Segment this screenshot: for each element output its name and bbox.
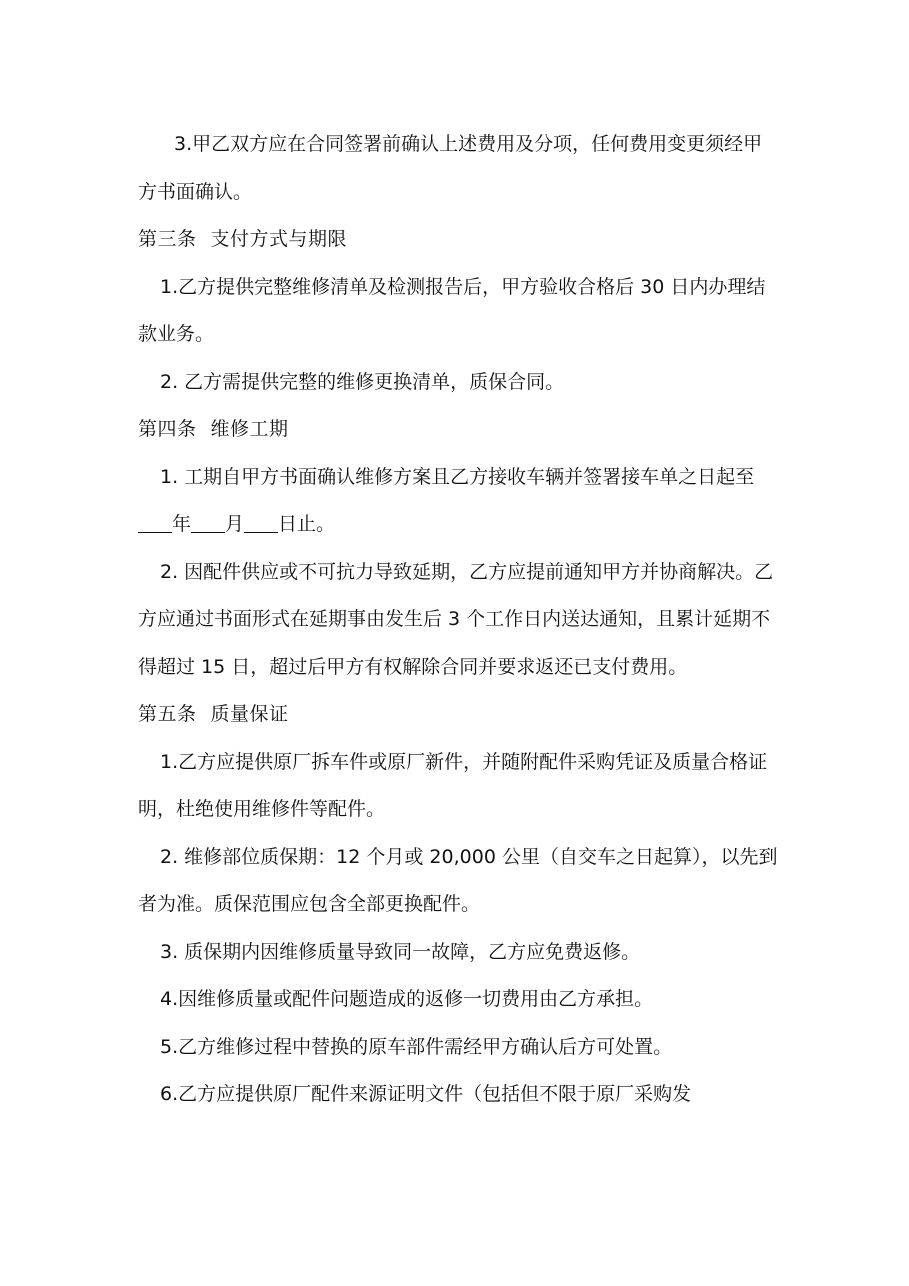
- clause-item: 2. 乙方需提供完整的维修更换清单，质保合同。: [160, 370, 565, 393]
- clause-item: 4.因维修质量或配件问题造成的返修一切费用由乙方承担。: [160, 988, 654, 1010]
- blank-day-field: [244, 513, 278, 533]
- document-body: [138, 121, 778, 1119]
- month-label: 月: [225, 513, 245, 535]
- clause-item: 6.乙方应提供原厂配件来源证明文件（包括但不限于原厂采购发: [160, 1083, 692, 1105]
- clause-item: 2. 因配件供应或不可抗力导致延期，乙方应提前通知甲方并协商解决。乙方应通过书面形式在延期事由发生后 3 个工作日内送达通知，且累计延期不得超过 15 日，超过后甲方有权解除合同并要求返还已支付费用。: [138, 560, 774, 678]
- clause-item: 5.乙方维修过程中替换的原车部件需经甲方确认后方可处置。: [160, 1035, 673, 1058]
- section-number: 第五条: [138, 703, 197, 725]
- section-heading: [138, 406, 778, 454]
- section-heading: [138, 216, 778, 264]
- clause-item: 1.乙方应提供原厂拆车件或原厂新件，并随附配件采购凭证及质量合格证明，杜绝使用维修件等配件。: [138, 750, 768, 820]
- blank-year-field: [138, 513, 172, 533]
- clause-item: 3.甲乙双方应在合同签署前确认上述费用及分项，任何费用变更须经甲方书面确认。: [138, 133, 763, 203]
- section-title: 质量保证: [210, 703, 289, 725]
- clause-item: 3. 质保期内因维修质量导致同一故障，乙方应免费返修。: [160, 940, 641, 963]
- blank-month-field: [191, 513, 225, 533]
- section-title: 维修工期: [210, 418, 289, 440]
- section-number: 第三条: [138, 228, 197, 250]
- clause-item: [138, 454, 778, 549]
- year-label: 年: [172, 513, 192, 535]
- section-number: 第四条: [138, 418, 197, 440]
- clause-item: 1.乙方提供完整维修清单及检测报告后，甲方验收合格后 30 日内办理结款业务。: [138, 275, 766, 345]
- section-heading: [138, 691, 778, 739]
- clause-text: 1. 工期自甲方书面确认维修方案且乙方接收车辆并签署接车单之日起至: [160, 465, 755, 488]
- section-title: 支付方式与期限: [210, 228, 348, 250]
- clause-item: 2. 维修部位质保期：12 个月或 20,000 公里（自交车之日起算），以先到者为准。质保范围应包含全部更换配件。: [138, 845, 778, 915]
- day-label: 日止。: [278, 513, 336, 535]
